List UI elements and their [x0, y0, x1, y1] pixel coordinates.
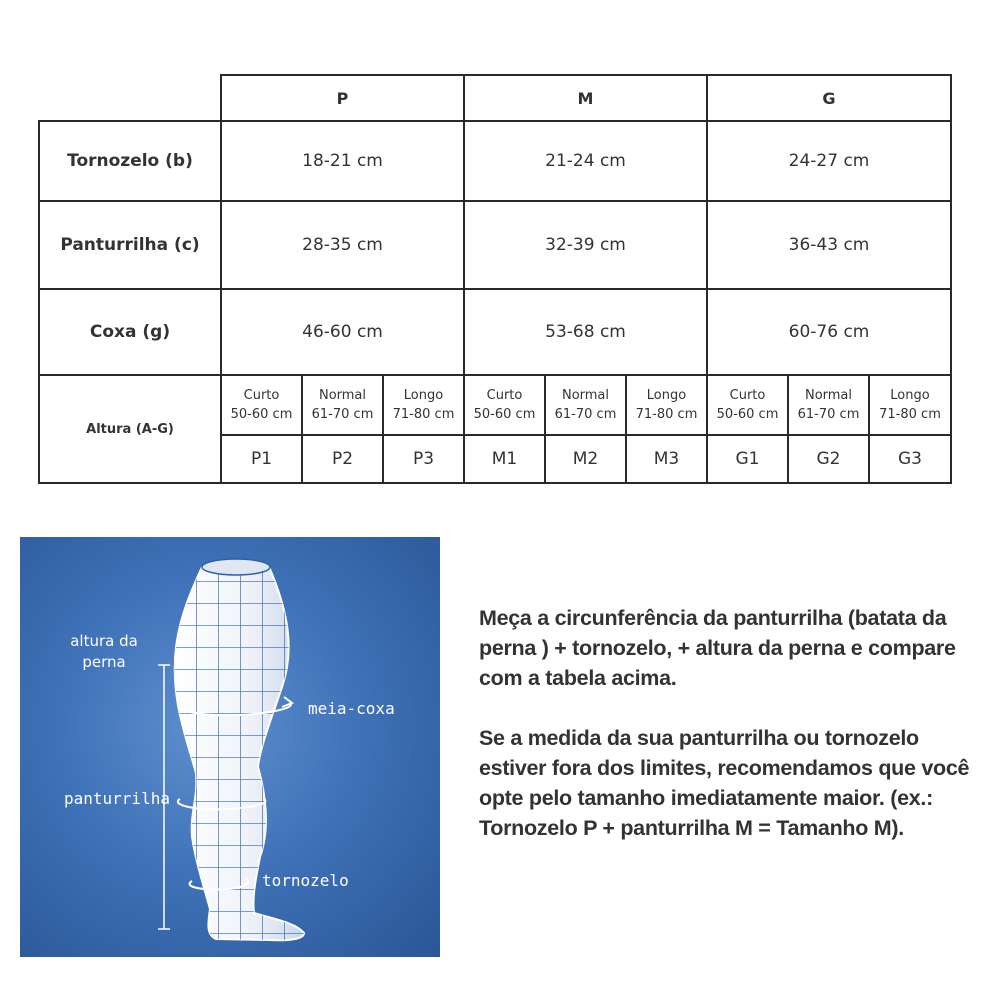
- row-label-panturrilha: Panturrilha (c): [39, 201, 221, 289]
- leg-height-label-line1: altura da: [70, 632, 138, 650]
- cell-tornozelo-g: 24-27 cm: [707, 121, 951, 201]
- height-option-g1: [707, 375, 788, 435]
- height-option-name: Longo: [890, 388, 930, 403]
- size-header-row: [39, 75, 951, 121]
- height-option-p2: [302, 375, 383, 435]
- table-row-tornozelo: [39, 121, 951, 201]
- corner-cell: [39, 75, 221, 121]
- height-option-name: Normal: [318, 388, 367, 403]
- mid-thigh-label: meia-coxa: [308, 699, 395, 718]
- height-option-p3: [383, 375, 464, 435]
- size-chart-table: [38, 74, 952, 484]
- table-row-coxa: [39, 289, 951, 375]
- leg-figure: [20, 537, 440, 957]
- row-label-tornozelo: Tornozelo (b): [39, 121, 221, 201]
- height-option-g3: [869, 375, 951, 435]
- height-option-range: 50-60 cm: [230, 407, 293, 422]
- cell-coxa-m: 53-68 cm: [464, 289, 707, 375]
- size-code-m1: M1: [464, 435, 545, 483]
- size-code-p1: P1: [221, 435, 302, 483]
- height-option-m1: [464, 375, 545, 435]
- height-option-range: 61-70 cm: [797, 407, 860, 422]
- size-code-p3: P3: [383, 435, 464, 483]
- height-option-range: 50-60 cm: [473, 407, 536, 422]
- height-option-name: Curto: [729, 388, 766, 403]
- cell-coxa-p: 46-60 cm: [221, 289, 464, 375]
- height-option-name: Longo: [646, 388, 687, 403]
- height-option-name: Longo: [403, 388, 444, 403]
- row-label-altura: Altura (A-G): [39, 375, 221, 483]
- height-option-range: 61-70 cm: [554, 407, 617, 422]
- cell-tornozelo-m: 21-24 cm: [464, 121, 707, 201]
- leg-measurement-illustration: [20, 537, 440, 957]
- height-option-m2: [545, 375, 626, 435]
- leg-height-label-line2: perna: [82, 653, 126, 671]
- cell-panturrilha-m: 32-39 cm: [464, 201, 707, 289]
- cell-tornozelo-p: 18-21 cm: [221, 121, 464, 201]
- row-label-coxa: Coxa (g): [39, 289, 221, 375]
- height-option-p1: [221, 375, 302, 435]
- size-code-g2: G2: [788, 435, 869, 483]
- height-option-name: Normal: [561, 388, 610, 403]
- size-header-g: G: [707, 75, 951, 121]
- measurement-instructions: [479, 603, 979, 843]
- ankle-label: tornozelo: [262, 871, 349, 890]
- cell-panturrilha-p: 28-35 cm: [221, 201, 464, 289]
- leg-height-label: [66, 631, 142, 673]
- size-code-m3: M3: [626, 435, 707, 483]
- size-code-m2: M2: [545, 435, 626, 483]
- size-code-p2: P2: [302, 435, 383, 483]
- size-code-g3: G3: [869, 435, 951, 483]
- height-option-range: 61-70 cm: [311, 407, 374, 422]
- size-code-g1: G1: [707, 435, 788, 483]
- table-row-altura-options: [39, 375, 951, 435]
- height-option-range: 71-80 cm: [392, 407, 455, 422]
- instructions-paragraph-1: Meça a circunferência da panturrilha (batata da perna ) + tornozelo, + altura da perna e compare com a tabela acima.: [479, 606, 956, 690]
- cell-coxa-g: 60-76 cm: [707, 289, 951, 375]
- height-option-g2: [788, 375, 869, 435]
- cell-panturrilha-g: 36-43 cm: [707, 201, 951, 289]
- height-option-range: 71-80 cm: [635, 407, 698, 422]
- height-option-name: Normal: [804, 388, 853, 403]
- table-row-panturrilha: [39, 201, 951, 289]
- height-option-name: Curto: [486, 388, 523, 403]
- height-option-range: 50-60 cm: [716, 407, 779, 422]
- height-option-range: 71-80 cm: [879, 407, 941, 422]
- size-header-m: M: [464, 75, 707, 121]
- size-header-p: P: [221, 75, 464, 121]
- height-option-name: Curto: [243, 388, 280, 403]
- instructions-paragraph-2: Se a medida da sua panturrilha ou tornozelo estiver fora dos limites, recomendamos que você opte pelo tamanho imediatamente maior. (ex.: Tornozelo P + panturrilha M = Tamanho M).: [479, 726, 970, 840]
- calf-label: panturrilha: [64, 789, 170, 808]
- height-option-m3: [626, 375, 707, 435]
